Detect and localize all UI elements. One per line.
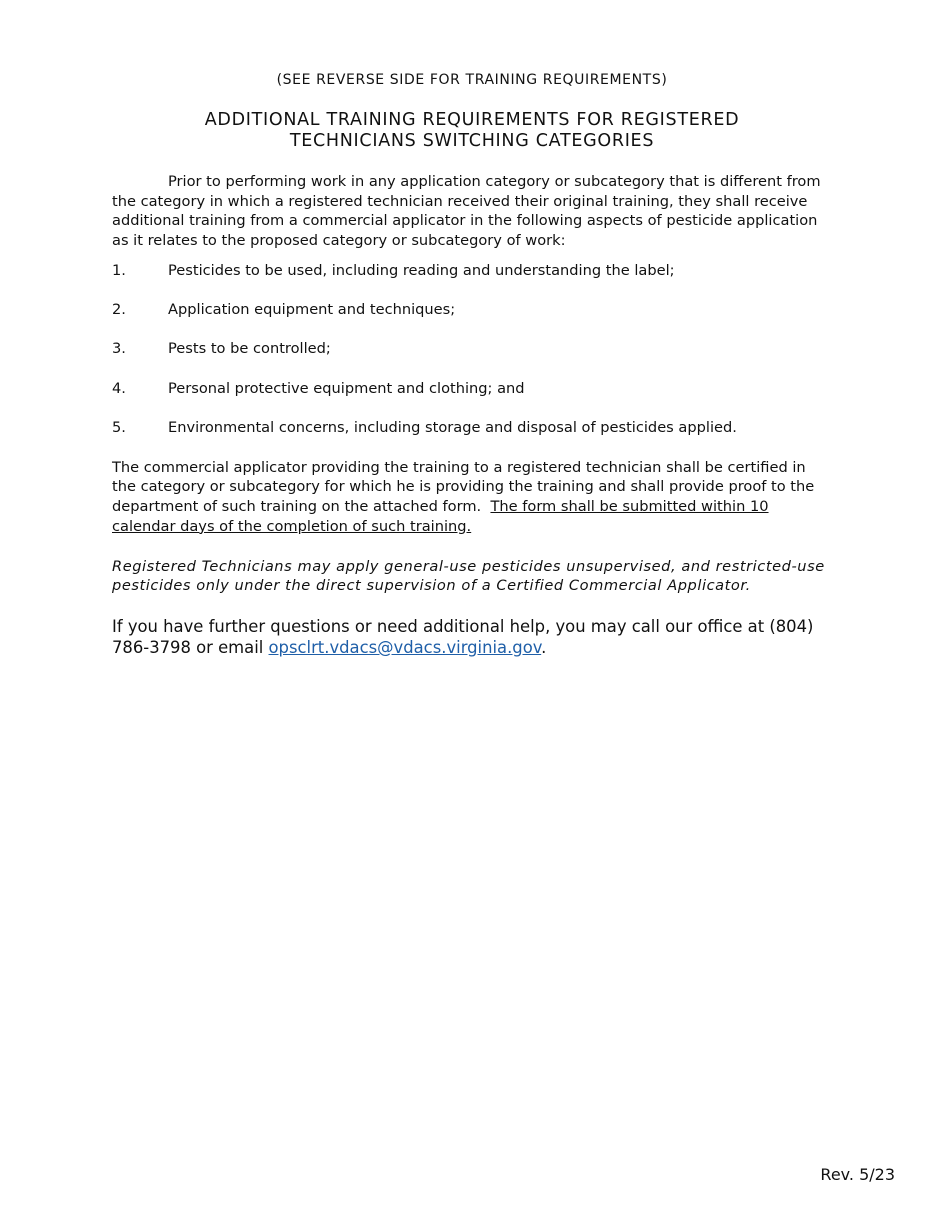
list-item — [112, 339, 832, 359]
page-title — [112, 110, 832, 152]
list-item-number: 1. — [112, 261, 126, 279]
list-item-text: Pesticides to be used, including reading and understanding the label; — [168, 261, 675, 279]
list-item-number: 5. — [112, 419, 126, 436]
list-item-number: 3. — [112, 340, 126, 358]
list-item — [112, 261, 832, 281]
certification-text: The commercial applicator providing the training to a registered technician shall be certified in the category or subcategory for which he is providing the training and shall provide proof to the department of such training on the attached form. — [112, 458, 815, 516]
document-page — [112, 70, 832, 658]
certification-paragraph — [112, 458, 832, 537]
supervision-note: Registered Technicians may apply general-use pesticides unsupervised, and restricted-use pesticides only under the direct supervision of a Certified Commercial Applicator. — [112, 557, 825, 595]
title-line-2: TECHNICIANS SWITCHING CATEGORIES — [289, 131, 655, 151]
email-link[interactable]: opsclrt.vdacs@vdacs.virginia.gov — [268, 637, 542, 657]
list-item — [112, 418, 832, 438]
contact-end: . — [541, 637, 547, 657]
list-item-text: Environmental concerns, including storage and disposal of pesticides applied. — [168, 419, 737, 436]
list-item-text: Application equipment and techniques; — [168, 301, 456, 319]
revision-label: Rev. 5/23 — [820, 1165, 895, 1184]
intro-paragraph: Prior to performing work in any application category or subcategory that is different from the category in which a registered technician received their original training, they shall receive additional training from a commercial applicator in the following aspects of pesticide application as it relates to the proposed category or subcategory of work: — [112, 173, 821, 250]
contact-text: If you have further questions or need additional help, you may call our office at (804) 786-3798 or email — [112, 616, 814, 657]
title-line-1: ADDITIONAL TRAINING REQUIREMENTS FOR REGISTERED — [204, 110, 740, 130]
reverse-side-note: (SEE REVERSE SIDE FOR TRAINING REQUIREMENTS) — [276, 72, 668, 88]
submission-deadline: The form shall be submitted within 10 calendar days of the completion of such training. — [112, 498, 769, 535]
training-aspects-list — [112, 261, 832, 438]
contact-paragraph — [112, 616, 832, 658]
list-item-text: Personal protective equipment and clothing; and — [168, 379, 525, 397]
list-item-text: Pests to be controlled; — [168, 340, 331, 358]
list-item-number: 4. — [112, 379, 126, 397]
list-item-number: 2. — [112, 301, 126, 319]
list-item — [112, 379, 832, 399]
list-item — [112, 300, 832, 320]
